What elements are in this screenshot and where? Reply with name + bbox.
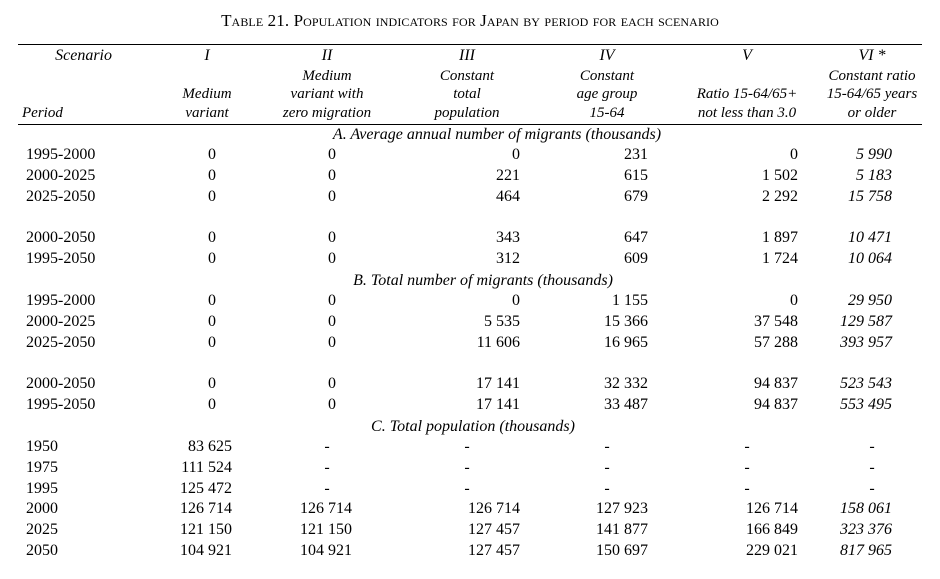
header-desc-line: 15-64/65 years <box>826 86 918 102</box>
population-table <box>18 47 922 562</box>
scenario-I-cell: 0 <box>208 333 216 351</box>
table-row <box>18 541 922 562</box>
header-desc-line: age group <box>576 86 638 102</box>
header-desc-line: 15-64 <box>589 104 625 121</box>
scenario-V-cell: 2 292 <box>762 187 798 205</box>
scenario-IV-cell: 231 <box>624 146 648 163</box>
scenario-III-cell: 0 <box>512 146 520 163</box>
scenario-IV-cell: 16 965 <box>604 333 648 351</box>
scenario-VI-cell: - <box>869 437 875 455</box>
scenario-I-cell: 0 <box>208 187 216 205</box>
scenario-V-cell: - <box>744 437 750 455</box>
scenario-I-cell: 0 <box>208 229 216 247</box>
table-row <box>18 228 922 249</box>
period-cell: 2025-2050 <box>26 333 96 351</box>
scenario-V: V <box>742 47 752 64</box>
table-title <box>0 11 940 31</box>
scenario-VI-cell: 5 183 <box>856 166 892 184</box>
scenario-II-cell: - <box>324 479 330 497</box>
scenario-II-cell: 0 <box>328 229 336 247</box>
header-desc-line: zero migration <box>282 104 372 121</box>
scenario-III-cell: 343 <box>496 229 520 247</box>
table-title-prefix: Table 21. <box>221 11 290 30</box>
scenario-VI-cell: 523 543 <box>840 375 892 393</box>
scenario-III-cell: 0 <box>512 291 520 309</box>
header-row-scenario <box>18 47 922 64</box>
period-cell: 1975 <box>26 458 58 476</box>
desc-VI <box>822 64 922 124</box>
scenario-IV-cell: 15 366 <box>604 312 648 330</box>
scenario-II-cell: 121 150 <box>300 521 352 539</box>
scenario-II-cell: 0 <box>328 250 336 268</box>
scenario-V-cell: - <box>744 458 750 476</box>
scenario-V-cell: 37 548 <box>754 312 798 330</box>
scenario-I-cell: 111 524 <box>181 458 232 476</box>
scenario-V-cell: - <box>744 479 750 497</box>
header-desc-line: Constant ratio <box>828 67 916 84</box>
table-row <box>18 437 922 458</box>
scenario-II-cell: 0 <box>328 396 336 414</box>
scenario-V-cell: 0 <box>790 291 798 309</box>
header-desc-line: total <box>453 86 481 102</box>
header-row-descriptions <box>18 64 922 124</box>
scenario-IV-cell: 32 332 <box>604 375 648 393</box>
scenario-VI-cell: 29 950 <box>848 291 892 309</box>
period-cell: 1950 <box>26 437 58 455</box>
scenario-IV-cell: 647 <box>624 229 648 247</box>
period-cell: 2000-2025 <box>26 166 96 184</box>
header-desc-line: Constant <box>579 67 635 84</box>
scenario-I-cell: 83 625 <box>188 437 232 455</box>
period-cell: 1995-2050 <box>26 396 96 414</box>
scenario-II-cell: 0 <box>328 333 336 351</box>
table-row <box>18 520 922 541</box>
table-row <box>18 249 922 270</box>
period-cell: 2000-2025 <box>26 312 96 330</box>
period-cell: 2025 <box>26 521 58 539</box>
scenario-IV-cell: 679 <box>624 187 648 205</box>
desc-II <box>262 64 392 124</box>
table-row <box>18 374 922 395</box>
period-cell: 2000-2050 <box>26 375 96 393</box>
scenario-IV: IV <box>599 47 615 64</box>
scenario-IV-cell: 33 487 <box>604 396 648 414</box>
top-rule <box>18 44 922 45</box>
table-row <box>18 333 922 354</box>
scenario-III-cell: - <box>464 458 470 476</box>
table-row <box>18 291 922 312</box>
period-cell: 2025-2050 <box>26 187 96 205</box>
scenario-III-cell: 464 <box>496 187 520 205</box>
scenario-IV-cell: 1 155 <box>612 291 648 309</box>
spacer-row <box>18 207 922 228</box>
header-desc-line: or older <box>847 104 897 121</box>
table-row <box>18 395 922 416</box>
header-desc-line: not less than 3.0 <box>697 104 797 121</box>
spacer-cell <box>18 353 922 374</box>
scenario-I-cell: 0 <box>208 396 216 414</box>
scenario-label: Scenario <box>55 47 112 64</box>
table-row <box>18 479 922 500</box>
scenario-I-cell: 126 714 <box>180 500 232 518</box>
scenario-V-cell: 126 714 <box>746 500 798 518</box>
header-desc-line: Ratio 15-64/65+ <box>696 86 798 102</box>
section-title: B. Total number of migrants (thousands) <box>353 271 613 289</box>
scenario-III-cell: - <box>464 437 470 455</box>
scenario-II-cell: 104 921 <box>300 541 352 559</box>
scenario-VI-cell: 393 957 <box>840 333 892 351</box>
period-cell: 1995-2050 <box>26 250 96 268</box>
section-title: A. Average annual number of migrants (thousands) <box>332 126 662 143</box>
scenario-III-cell: 11 606 <box>476 333 520 351</box>
desc-III <box>392 64 542 124</box>
table-body <box>18 124 922 562</box>
header-desc-line: population <box>434 104 500 121</box>
scenario-VI-cell: - <box>869 458 875 476</box>
table-row <box>18 187 922 208</box>
scenario-I-cell: 121 150 <box>180 521 232 539</box>
header-desc-line: Medium <box>182 86 232 102</box>
header-desc-line: variant <box>185 104 229 121</box>
scenario-V-cell: 57 288 <box>754 333 798 351</box>
scenario-II-cell: 0 <box>328 187 336 205</box>
scenario-VI-cell: 129 587 <box>840 312 892 330</box>
scenario-III-cell: 126 714 <box>468 500 520 518</box>
scenario-II-cell: 0 <box>328 375 336 393</box>
scenario-II: II <box>321 47 333 64</box>
table-row <box>18 499 922 520</box>
scenario-III-cell: 127 457 <box>468 521 520 539</box>
scenario-III-cell: 5 535 <box>484 312 520 330</box>
period-cell: 2050 <box>26 541 58 559</box>
desc-IV <box>542 64 672 124</box>
header-desc-line: Medium <box>302 67 352 84</box>
spacer-row <box>18 353 922 374</box>
scenario-VI-cell: 553 495 <box>840 396 892 414</box>
scenario-V-cell: 1 502 <box>762 166 798 184</box>
scenario-IV-cell: 609 <box>624 250 648 268</box>
desc-I <box>152 64 262 124</box>
scenario-VI-cell: 817 965 <box>840 541 892 559</box>
period-label: Period <box>22 104 63 121</box>
scenario-II-cell: 126 714 <box>300 500 352 518</box>
scenario-I-cell: 0 <box>208 312 216 330</box>
scenario-V-cell: 166 849 <box>746 521 798 539</box>
scenario-IV-cell: 141 877 <box>596 521 648 539</box>
scenario-IV-cell: - <box>604 479 610 497</box>
header-desc-line: Constant <box>439 67 495 84</box>
scenario-VI-cell: 15 758 <box>848 187 892 205</box>
scenario-III-cell: 127 457 <box>468 541 520 559</box>
scenario-II-cell: 0 <box>328 146 336 163</box>
scenario-VI-cell: 5 990 <box>856 146 892 163</box>
scenario-III-cell: 312 <box>496 250 520 268</box>
scenario-I-cell: 0 <box>208 166 216 184</box>
scenario-II-cell: 0 <box>328 312 336 330</box>
table-title-text: Population indicators for Japan by period for each scenario <box>293 11 719 30</box>
period-cell: 1995-2000 <box>26 146 96 163</box>
scenario-I-cell: 125 472 <box>180 479 232 497</box>
scenario-II-cell: 0 <box>328 166 336 184</box>
table-row <box>18 145 922 166</box>
scenario-VI-cell: 323 376 <box>840 521 892 539</box>
scenario-II-cell: - <box>324 437 330 455</box>
desc-V <box>672 64 822 124</box>
section-heading-row <box>18 124 922 145</box>
table-row <box>18 166 922 187</box>
period-cell: 1995-2000 <box>26 291 96 309</box>
scenario-V-cell: 94 837 <box>754 375 798 393</box>
scenario-I-cell: 0 <box>208 250 216 268</box>
scenario-I-cell: 0 <box>208 375 216 393</box>
scenario-III-cell: 221 <box>496 166 520 184</box>
scenario-III-cell: - <box>464 479 470 497</box>
section-heading-row <box>18 270 922 291</box>
scenario-III-cell: 17 141 <box>476 375 520 393</box>
scenario-VI-cell: - <box>869 479 875 497</box>
scenario-I-cell: 0 <box>208 291 216 309</box>
scenario-III: III <box>459 47 475 64</box>
scenario-I-cell: 0 <box>208 146 216 163</box>
scenario-VI-cell: 10 064 <box>848 250 892 268</box>
period-cell: 1995 <box>26 479 58 497</box>
period-cell: 2000 <box>26 500 58 518</box>
scenario-VI-cell: 158 061 <box>840 500 892 518</box>
period-cell: 2000-2050 <box>26 229 96 247</box>
section-heading-row <box>18 416 922 437</box>
scenario-II-cell: 0 <box>328 291 336 309</box>
section-title: C. Total population (thousands) <box>371 417 575 435</box>
spacer-cell <box>18 207 922 228</box>
scenario-III-cell: 17 141 <box>476 396 520 414</box>
header-desc-line: variant with <box>290 86 364 102</box>
scenario-V-cell: 1 897 <box>762 229 798 247</box>
scenario-VI-cell: 10 471 <box>848 229 892 247</box>
scenario-V-cell: 1 724 <box>762 250 798 268</box>
scenario-IV-cell: - <box>604 437 610 455</box>
scenario-II-cell: - <box>324 458 330 476</box>
scenario-I-cell: 104 921 <box>180 541 232 559</box>
scenario-I: I <box>204 47 210 64</box>
scenario-V-cell: 229 021 <box>746 541 798 559</box>
table-row <box>18 458 922 479</box>
scenario-VI: VI * <box>858 47 886 64</box>
scenario-IV-cell: 150 697 <box>596 541 648 559</box>
scenario-V-cell: 94 837 <box>754 396 798 414</box>
scenario-IV-cell: - <box>604 458 610 476</box>
scenario-IV-cell: 127 923 <box>596 500 648 518</box>
scenario-IV-cell: 615 <box>624 166 648 184</box>
table-row <box>18 312 922 333</box>
scenario-V-cell: 0 <box>790 146 798 163</box>
